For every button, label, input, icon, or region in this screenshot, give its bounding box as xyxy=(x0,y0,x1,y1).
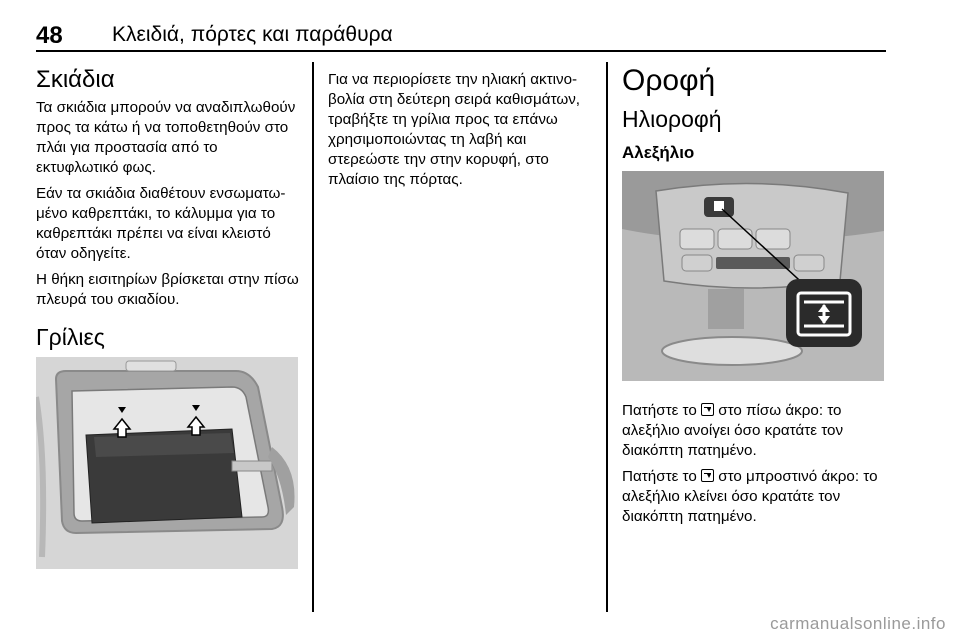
paragraph-ticket-holder: Η θήκη εισιτηρίων βρίσκεται στην πίσω πλευρά του σκιαδίου. xyxy=(36,271,299,308)
heading-sun-blinds: Γρίλιες xyxy=(36,324,105,350)
heading-roof: Οροφή xyxy=(622,64,716,97)
header-rule xyxy=(36,50,886,52)
sunblind-switch-icon xyxy=(701,403,714,416)
paragraph-sunblind-usage: Για να περιορίσετε την ηλιακή ακτινοβολία στη δεύτερη σειρά καθισμάτων, τραβήξτε τη γρίλια προς τα επάνω χρησιμοποιώντας τη λαβή και στερεώστε την στην κορυφή, στο πλαίσιο της πόρτας. xyxy=(328,71,581,188)
roof-console-illustration xyxy=(622,171,884,381)
text-close-instruction: στο μπροστινό άκρο: το αλεξήλιο κλείνει όσο κρατάτε τον διακόπτη πατημένο. xyxy=(622,468,878,525)
paragraph-open-sunblind xyxy=(622,401,884,461)
paragraph-close-sunblind xyxy=(622,467,884,527)
heading-sunblind: Αλεξήλιο xyxy=(622,143,695,162)
column-right xyxy=(622,58,884,533)
text-open-instruction: στο πίσω άκρο: το αλεξήλιο ανοίγει όσο κρατάτε τον διακόπτη πατημένο. xyxy=(622,402,844,459)
text-press-2: Πατήστε το xyxy=(622,468,702,485)
paragraph-visors-fold: Τα σκιάδια μπορούν να αναδιπλωθούν προς τα κάτω ή να τοποθετηθούν στο πλάι για προστασία από το εκτυφλωτικό φως. xyxy=(36,99,296,176)
heading-sun-visors: Σκιάδια xyxy=(36,66,115,93)
running-title: Κλειδιά, πόρτες και παράθυρα xyxy=(112,23,393,46)
sunblind-window-illustration xyxy=(36,357,298,569)
column-divider-1 xyxy=(312,62,314,612)
text-press-1: Πατήστε το xyxy=(622,402,702,419)
watermark: carmanualsonline.info xyxy=(770,614,946,633)
heading-sunroof: Ηλιοροφή xyxy=(622,106,722,132)
page-number: 48 xyxy=(36,22,63,49)
sunblind-switch-icon xyxy=(701,469,714,482)
paragraph-visors-mirror: Εάν τα σκιάδια διαθέτουν ενσωματωμένο καθρεπτάκι, το κάλυμμα για το καθρεπτάκι πρέπει να είναι κλειστό όταν οδηγείτε. xyxy=(36,185,286,262)
column-middle xyxy=(328,58,598,196)
column-divider-2 xyxy=(606,62,608,612)
column-left xyxy=(36,58,302,569)
